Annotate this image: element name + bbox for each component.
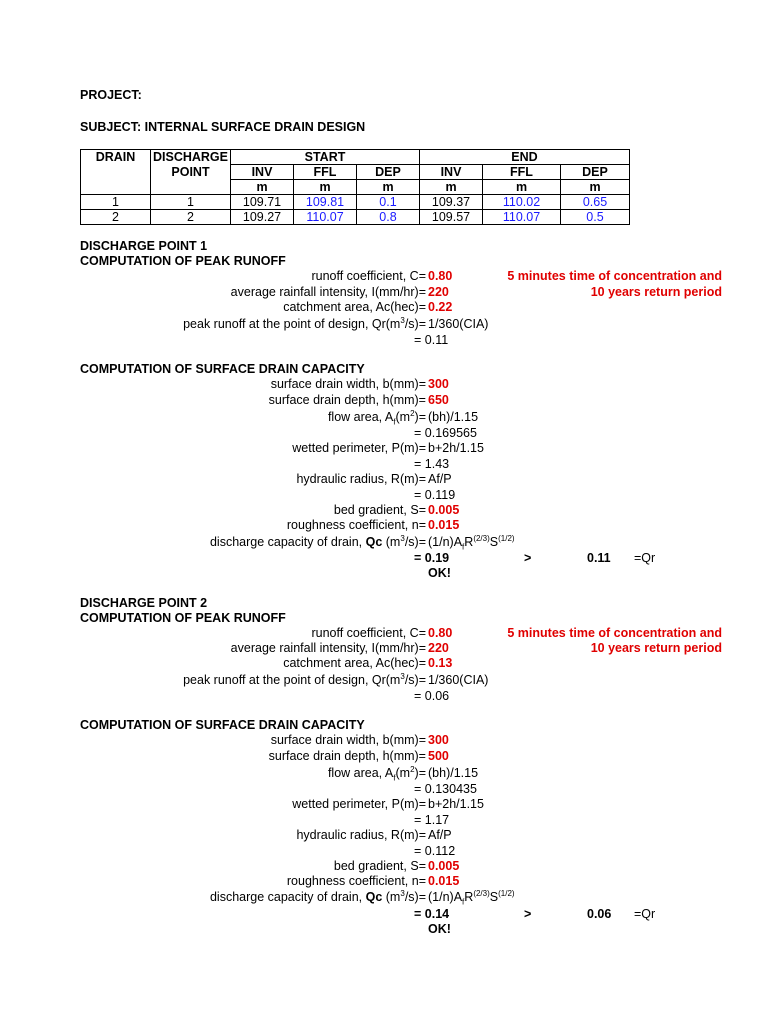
catchment-area-value: 0.22: [428, 300, 453, 314]
drain-depth-label: surface drain depth, h(mm)=: [268, 393, 426, 407]
peak-runoff-result: = 0.11: [414, 333, 449, 347]
bed-gradient-label: bed gradient, S=: [333, 503, 426, 517]
hydraulic-radius-formula: Af/P: [428, 472, 452, 486]
header-end-ffl: FFL: [483, 165, 561, 180]
cell-start-ffl: 110.07: [294, 210, 357, 225]
unit-cell: m: [561, 180, 630, 195]
drain-width-value: 300: [428, 377, 449, 391]
ok-status: OK!: [428, 566, 451, 580]
unit-cell: m: [294, 180, 357, 195]
note-line-1: 5 minutes time of concentration and: [507, 626, 722, 640]
cell-end-ffl: 110.02: [483, 195, 561, 210]
ok-status: OK!: [428, 922, 451, 936]
section-title: DISCHARGE POINT 1: [80, 239, 208, 253]
runoff-coefficient-value: 0.80: [428, 269, 453, 283]
header-start-inv: INV: [231, 165, 294, 180]
header-end-inv: INV: [420, 165, 483, 180]
units-blank-2: [151, 180, 231, 195]
drain-depth-value: 500: [428, 749, 449, 763]
discharge-capacity-formula: $(1/n)A_fR^{(2/3)}S^{(1/2)}$: [428, 533, 515, 552]
hydraulic-radius-result: = 0.119: [414, 488, 456, 502]
table-row: [81, 195, 630, 210]
units-blank-1: [81, 180, 151, 195]
note-line-2: 10 years return period: [590, 641, 722, 655]
capacity-heading: COMPUTATION OF SURFACE DRAIN CAPACITY: [80, 718, 365, 732]
runoff-heading: COMPUTATION OF PEAK RUNOFF: [80, 611, 286, 625]
wetted-perimeter-formula: b+2h/1.15: [428, 797, 484, 811]
header-start-dep: DEP: [357, 165, 420, 180]
header-start-ffl: FFL: [294, 165, 357, 180]
drain-width-label: surface drain width, b(mm)=: [270, 377, 426, 391]
header-end-dep: DEP: [561, 165, 630, 180]
roughness-label: roughness coefficient, n=: [286, 874, 426, 888]
unit-cell: m: [483, 180, 561, 195]
runoff-coefficient-value: 0.80: [428, 626, 453, 640]
peak-runoff-compare: 0.11: [587, 551, 611, 565]
bed-gradient-value: 0.005: [428, 859, 460, 873]
unit-cell: m: [420, 180, 483, 195]
bed-gradient-label: bed gradient, S=: [333, 859, 426, 873]
roughness-value: 0.015: [428, 874, 460, 888]
cell-start-dep: 0.8: [357, 210, 420, 225]
peak-runoff-formula: 1/360(CIA): [428, 317, 489, 331]
cell-drain: 2: [81, 210, 151, 225]
flow-area-formula: (bh)/1.15: [428, 766, 479, 780]
discharge-capacity-label: discharge capacity of drain, Qc $(m^3/s)=$: [209, 533, 426, 549]
project-label: PROJECT:: [80, 88, 142, 102]
cell-start-ffl: 109.81: [294, 195, 357, 210]
runoff-coefficient-label: runoff coefficient, C=: [311, 269, 426, 283]
hydraulic-radius-formula: Af/P: [428, 828, 452, 842]
qr-label: =Qr: [634, 551, 656, 565]
rainfall-intensity-label: average rainfall intensity, I(mm/hr)=: [230, 285, 426, 299]
unit-cell: m: [231, 180, 294, 195]
roughness-value: 0.015: [428, 518, 460, 532]
cell-end-inv: 109.57: [420, 210, 483, 225]
greater-than-sign: >: [524, 907, 532, 921]
drain-width-label: surface drain width, b(mm)=: [270, 733, 426, 747]
peak-runoff-label: peak runoff at the point of design, $Qr(m^3/s)=$: [183, 315, 426, 331]
qr-label: =Qr: [634, 907, 656, 921]
cell-end-ffl: 110.07: [483, 210, 561, 225]
subject-title: SUBJECT: INTERNAL SURFACE DRAIN DESIGN: [80, 120, 366, 134]
unit-cell: m: [357, 180, 420, 195]
discharge-capacity-label: discharge capacity of drain, Qc $(m^3/s)=$: [209, 888, 426, 904]
cell-end-dep: 0.65: [561, 195, 630, 210]
capacity-heading: COMPUTATION OF SURFACE DRAIN CAPACITY: [80, 362, 365, 376]
header-discharge: DISCHARGE: [151, 150, 231, 165]
cell-point: 2: [151, 210, 231, 225]
wetted-perimeter-result: = 1.17: [414, 813, 450, 827]
table-row: [81, 210, 630, 225]
greater-than-sign: >: [524, 551, 532, 565]
hydraulic-radius-label: hydraulic radius, R(m)=: [296, 828, 426, 842]
drain-depth-value: 650: [428, 393, 449, 407]
flow-area-label: flow area, $A_f(m^2)=$: [327, 408, 426, 427]
wetted-perimeter-result: = 1.43: [414, 457, 450, 471]
cell-start-inv: 109.27: [231, 210, 294, 225]
cell-drain: 1: [81, 195, 151, 210]
drain-levels-table: [80, 149, 630, 225]
discharge-capacity-formula: $(1/n)A_fR^{(2/3)}S^{(1/2)}$: [428, 888, 515, 907]
flow-area-result: = 0.169565: [414, 426, 477, 440]
catchment-area-label: catchment area, Ac(hec)=: [283, 656, 426, 670]
header-drain: DRAIN: [81, 150, 151, 165]
runoff-coefficient-label: runoff coefficient, C=: [311, 626, 426, 640]
rainfall-intensity-value: 220: [428, 285, 449, 299]
hydraulic-radius-result: = 0.112: [414, 844, 456, 858]
flow-area-label: flow area, $A_f(m^2)=$: [327, 764, 426, 783]
catchment-area-label: catchment area, Ac(hec)=: [283, 300, 426, 314]
peak-runoff-formula: 1/360(CIA): [428, 673, 489, 687]
bed-gradient-value: 0.005: [428, 503, 460, 517]
note-line-1: 5 minutes time of concentration and: [507, 269, 722, 283]
peak-runoff-label: peak runoff at the point of design, $Qr(m^3/s)=$: [183, 671, 426, 687]
wetted-perimeter-label: wetted perimeter, P(m)=: [292, 797, 426, 811]
discharge-capacity-result: = 0.14: [414, 907, 450, 921]
flow-area-formula: (bh)/1.15: [428, 410, 479, 424]
note-line-2: 10 years return period: [590, 285, 722, 299]
peak-runoff-result: = 0.06: [414, 689, 450, 703]
rainfall-intensity-value: 220: [428, 641, 449, 655]
cell-start-inv: 109.71: [231, 195, 294, 210]
header-end: END: [420, 150, 630, 165]
discharge-capacity-result: = 0.19: [414, 551, 450, 565]
catchment-area-value: 0.13: [428, 656, 453, 670]
flow-area-result: = 0.130435: [414, 782, 477, 796]
hydraulic-radius-label: hydraulic radius, R(m)=: [296, 472, 426, 486]
header-point: POINT: [151, 165, 231, 180]
cell-end-inv: 109.37: [420, 195, 483, 210]
peak-runoff-compare: 0.06: [587, 907, 612, 921]
rainfall-intensity-label: average rainfall intensity, I(mm/hr)=: [230, 641, 426, 655]
drain-width-value: 300: [428, 733, 449, 747]
cell-start-dep: 0.1: [357, 195, 420, 210]
wetted-perimeter-label: wetted perimeter, P(m)=: [292, 441, 426, 455]
roughness-label: roughness coefficient, n=: [286, 518, 426, 532]
cell-point: 1: [151, 195, 231, 210]
wetted-perimeter-formula: b+2h/1.15: [428, 441, 484, 455]
header-drain-blank: [81, 165, 151, 180]
section-title: DISCHARGE POINT 2: [80, 596, 208, 610]
header-start: START: [231, 150, 420, 165]
runoff-heading: COMPUTATION OF PEAK RUNOFF: [80, 254, 286, 268]
cell-end-dep: 0.5: [561, 210, 630, 225]
drain-depth-label: surface drain depth, h(mm)=: [268, 749, 426, 763]
